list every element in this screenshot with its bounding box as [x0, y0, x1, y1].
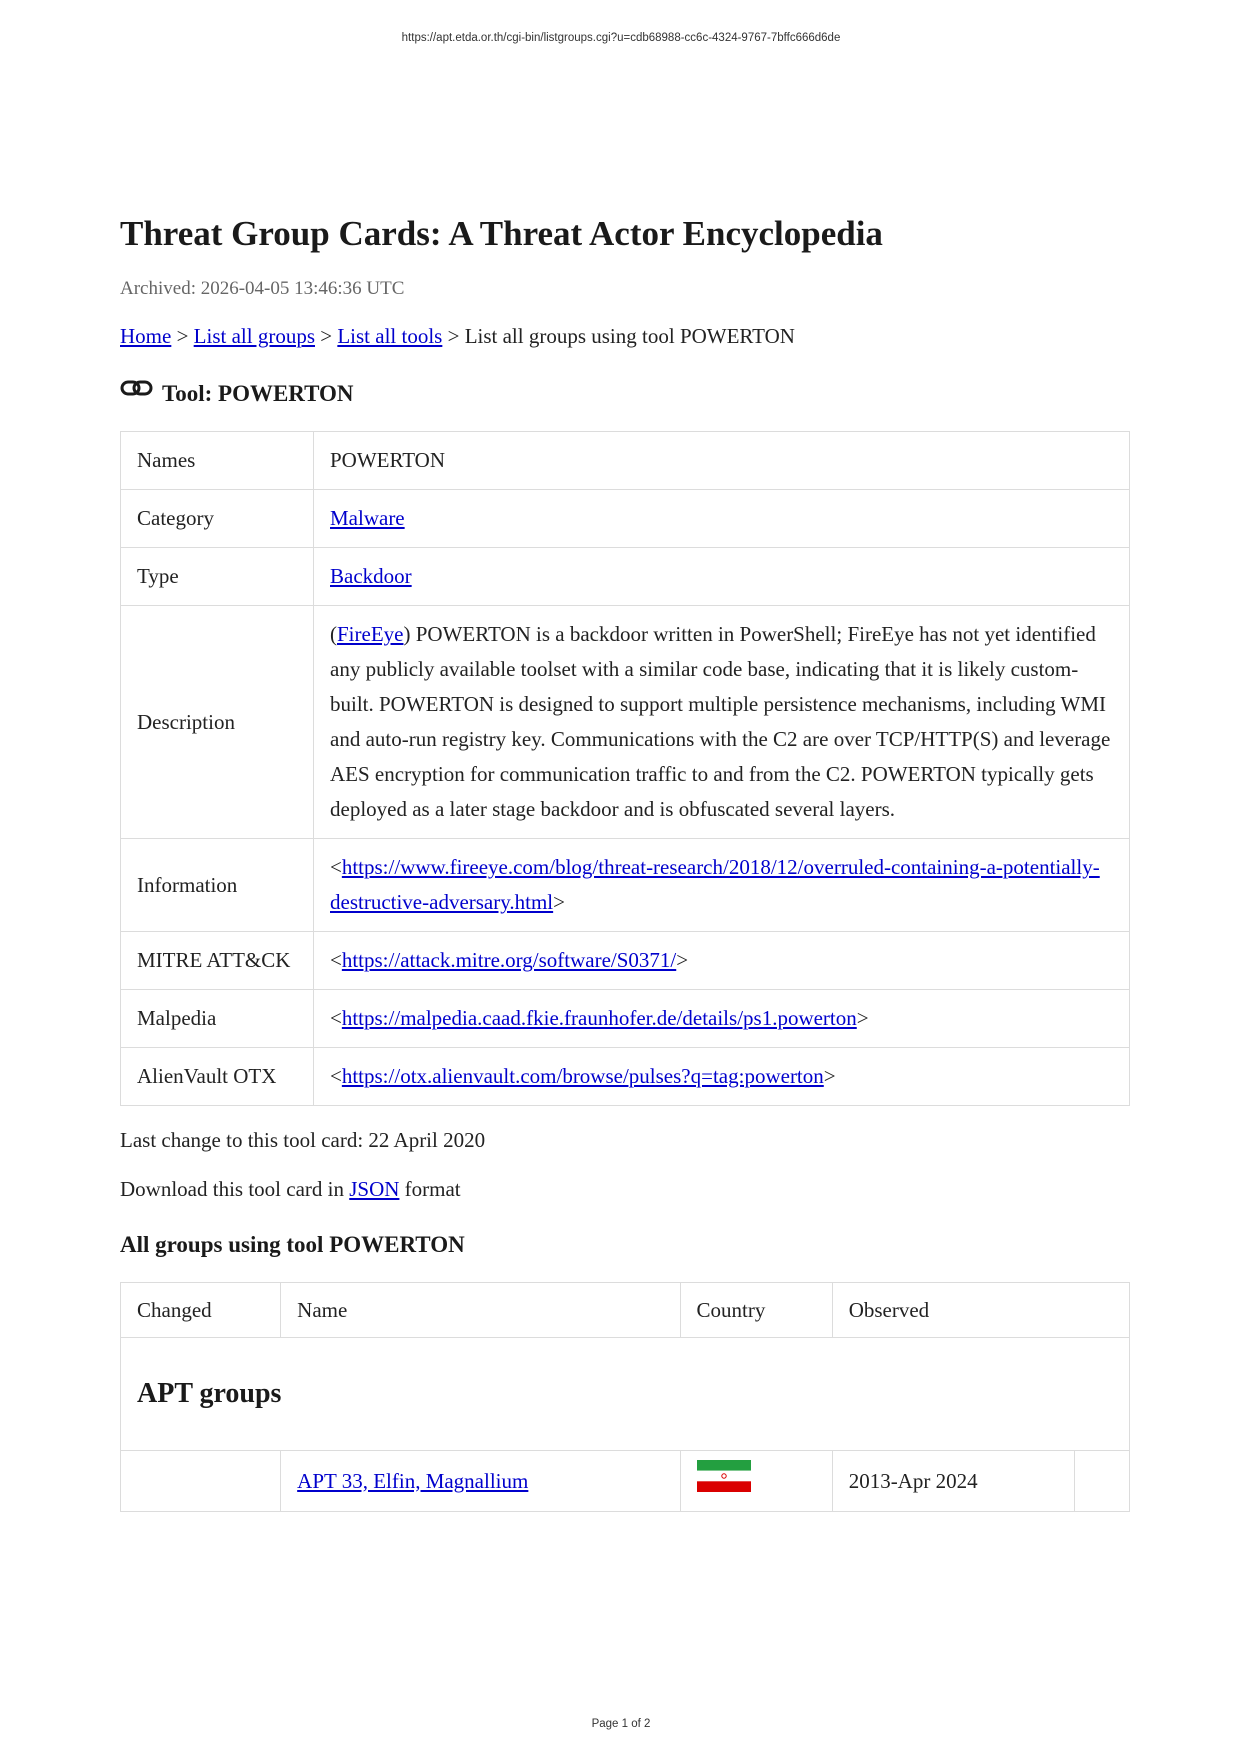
header-name: Name: [281, 1283, 680, 1338]
download-line: [120, 1177, 1130, 1202]
mitre-label: MITRE ATT&CK: [121, 932, 314, 990]
group-changed: [121, 1451, 281, 1512]
groups-table-header: [121, 1283, 1130, 1338]
info-row-information: [121, 839, 1130, 932]
table-row: [121, 1451, 1130, 1512]
info-row-names: [121, 432, 1130, 490]
group-extra-cell: [1074, 1451, 1129, 1512]
category-cell: [314, 490, 1130, 548]
header-changed: Changed: [121, 1283, 281, 1338]
groups-heading: All groups using tool POWERTON: [120, 1232, 465, 1257]
page-title: Threat Group Cards: A Threat Actor Encyclopedia: [120, 214, 883, 253]
mitre-cell: [314, 932, 1130, 990]
group-observed: 2013-Apr 2024: [832, 1451, 1074, 1512]
angle-close: >: [856, 1006, 869, 1030]
breadcrumb-current: List all groups using tool POWERTON: [464, 324, 795, 348]
json-download-link[interactable]: JSON: [349, 1177, 400, 1201]
breadcrumb-home-link[interactable]: Home: [120, 324, 172, 348]
type-cell: [314, 548, 1130, 606]
angle-close: >: [823, 1064, 836, 1088]
tool-info-table: [120, 431, 1130, 1106]
group-country-cell: [680, 1451, 832, 1512]
info-row-mitre: [121, 932, 1130, 990]
pdf-header-url: https://apt.etda.or.th/cgi-bin/listgroups.cgi?u=cdb68988-cc6c-4324-9767-7bffc666d6de: [401, 32, 841, 44]
group-name-link[interactable]: APT 33, Elfin, Magnallium: [297, 1468, 529, 1493]
description-cell: [314, 606, 1130, 839]
information-label: Information: [121, 839, 314, 932]
information-link[interactable]: https://www.fireeye.com/blog/threat-research/2018/12/overruled-containing-a-potentially-destructive-adversary.html: [330, 855, 1100, 914]
malpedia-link[interactable]: https://malpedia.caad.fkie.fraunhofer.de/details/ps1.powerton: [341, 1006, 857, 1030]
malpedia-cell: [314, 990, 1130, 1048]
section-title-apt-groups: APT groups: [121, 1338, 1130, 1451]
type-link[interactable]: Backdoor: [330, 564, 412, 588]
names-value: POWERTON: [314, 432, 1130, 490]
category-label: Category: [121, 490, 314, 548]
link-icon: [120, 379, 154, 399]
section-row-apt: [121, 1338, 1130, 1451]
download-prefix: Download this tool card in: [120, 1177, 350, 1201]
archived-timestamp: Archived: 2026-04-05 13:46:36 UTC: [120, 278, 405, 299]
tool-heading-text: Tool: POWERTON: [162, 381, 354, 406]
tool-heading: [120, 379, 1130, 407]
info-row-category: [121, 490, 1130, 548]
angle-open: <: [330, 948, 342, 972]
info-row-otx: [121, 1048, 1130, 1106]
breadcrumb-list-groups-link[interactable]: List all groups: [193, 324, 315, 348]
groups-table: [120, 1282, 1130, 1512]
malpedia-label: Malpedia: [121, 990, 314, 1048]
information-cell: [314, 839, 1130, 932]
info-row-type: [121, 548, 1130, 606]
breadcrumb-separator: >: [171, 324, 194, 348]
breadcrumb-list-tools-link[interactable]: List all tools: [337, 324, 443, 348]
description-label: Description: [121, 606, 314, 839]
otx-label: AlienVault OTX: [121, 1048, 314, 1106]
otx-link[interactable]: https://otx.alienvault.com/browse/pulses?q=tag:powerton: [341, 1064, 824, 1088]
angle-close: >: [676, 948, 689, 972]
angle-open: <: [330, 1006, 342, 1030]
breadcrumb-separator: >: [442, 324, 465, 348]
breadcrumb: [120, 324, 1130, 349]
mitre-link[interactable]: https://attack.mitre.org/software/S0371/: [341, 948, 677, 972]
info-row-description: [121, 606, 1130, 839]
description-text: ) POWERTON is a backdoor written in PowerShell; FireEye has not yet identified any publicly available toolset with a similar code base, indicating that it is likely custom-built. POWERTON is designed to support multiple persistence mechanisms, including WMI and auto-run registry key. Communications with the C2 are over TCP/HTTP(S) and leverage AES encryption for communication traffic to and from the C2. POWERTON typically gets deployed as a later stage backdoor and is obfuscated several layers.: [330, 622, 1111, 821]
info-row-malpedia: [121, 990, 1130, 1048]
description-paren: (: [330, 622, 337, 646]
names-label: Names: [121, 432, 314, 490]
otx-cell: [314, 1048, 1130, 1106]
angle-open: <: [330, 1064, 342, 1088]
pdf-page-footer: Page 1 of 2: [591, 1718, 651, 1730]
category-link[interactable]: Malware: [330, 506, 405, 530]
angle-open: <: [330, 855, 342, 879]
header-country: Country: [680, 1283, 832, 1338]
breadcrumb-separator: >: [315, 324, 338, 348]
group-name-cell: [281, 1451, 680, 1512]
header-observed: Observed: [832, 1283, 1129, 1338]
type-label: Type: [121, 548, 314, 606]
last-change-text: Last change to this tool card: 22 April 2020: [120, 1128, 486, 1152]
angle-close: >: [553, 890, 565, 914]
iran-flag-icon: [697, 1460, 751, 1492]
main-content: [120, 212, 1130, 1512]
description-source-link[interactable]: FireEye: [337, 622, 404, 646]
download-suffix: format: [399, 1177, 461, 1201]
